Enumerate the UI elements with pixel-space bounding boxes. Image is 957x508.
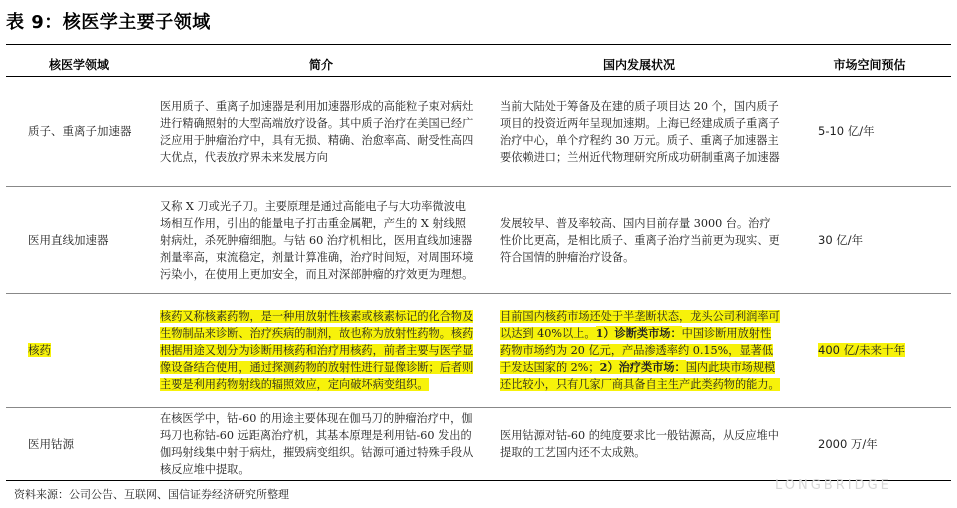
status-text-a: 目前国内核药市场还处于半垄断状态，龙头公司利润率可以达到 40%以上。 <box>500 310 780 340</box>
watermark-text: LONGBRIDGE <box>775 478 892 493</box>
intro-cell: 在核医学中，钴-60 的用途主要体现在伽马刀的肿瘤治疗中，伽玛刀也称钴-60 远距离治疗机，其基本原理是利用钴-60 发出的伽玛射线集中射于病灶，摧毁病变组织。钴源可通过特殊手段从核反应堆中提取。 <box>152 408 490 481</box>
status-text-e: 国内此块市场规模还比较小，只有几家厂商具备自主生产此类药物的能力。 <box>500 361 780 391</box>
header-market: 市场空间预估 <box>788 52 951 77</box>
table-header-row <box>6 52 951 77</box>
intro-cell <box>152 294 490 408</box>
header-intro: 简介 <box>152 52 490 77</box>
status-diagnostic-label: 1）诊断类市场： <box>595 326 682 340</box>
header-status: 国内发展状况 <box>490 52 788 77</box>
subfields-table <box>6 52 951 481</box>
table-row <box>6 187 951 294</box>
source-note: 资料来源：公司公告、互联网、国信证券经济研究所整理 <box>14 488 289 501</box>
table-row <box>6 408 951 481</box>
market-cell: 30 亿/年 <box>788 187 951 294</box>
status-cell: 发展较早、普及率较高、国内目前存量 3000 台。治疗性价比更高，是相比质子、重离子治疗当前更为现实、更符合国情的肿瘤治疗设备。 <box>490 187 788 294</box>
page-title: 表 9：核医学主要子领域 <box>6 12 211 33</box>
market-cell: 2000 万/年 <box>788 408 951 481</box>
table-row <box>6 294 951 408</box>
field-cell: 医用钴源 <box>6 408 152 481</box>
intro-cell: 医用质子、重离子加速器是利用加速器形成的高能粒子束对病灶进行精确照射的大型高端放疗设备。其中质子治疗在美国已经广泛应用于肿瘤治疗中，具有无损、精确、治愈率高、耐受性高四大优点，代表放疗界未来发展方向 <box>152 77 490 187</box>
field-cell <box>6 294 152 408</box>
intro-highlight: 核药又称核素药物，是一种用放射性核素或核素标记的化合物及生物制品来诊断、治疗疾病的制剂，故也称为放射性药物。核药根据用途又划分为诊断用核药和治疗用核药，前者主要与医学显像设备结合使用，通过探测药物的放射性进行显像诊断；后者则主要是利用药物射线的辐照效应，定向破坏病变组织。 <box>160 310 474 391</box>
header-field: 核医学领域 <box>6 52 152 77</box>
field-cell: 质子、重离子加速器 <box>6 77 152 187</box>
status-therapy-label: 2）治疗类市场： <box>599 360 686 374</box>
status-cell <box>490 294 788 408</box>
status-cell: 当前大陆处于筹备及在建的质子项目达 20 个，国内质子项目的投资近两年呈现加速期。上海已经建成质子重离子治疗中心，单个疗程约 30 万元。质子、重离子加速器主要依赖进口；兰州近代物理研究所成功研制重离子加速器 <box>490 77 788 187</box>
status-text-c: 中国诊断用放射性药物市场约为 20 亿元，产品渗透率约 0.15%，显著低于发达国家的 2%； <box>500 327 774 374</box>
market-highlight: 400 亿/未来十年 <box>818 343 905 357</box>
market-cell <box>788 294 951 408</box>
field-highlight: 核药 <box>28 343 51 357</box>
table-row <box>6 77 951 187</box>
status-cell: 医用钴源对钴-60 的纯度要求比一般钴源高，从反应堆中提取的工艺国内还不太成熟。 <box>490 408 788 481</box>
top-rule <box>6 44 951 45</box>
market-cell: 5-10 亿/年 <box>788 77 951 187</box>
field-cell: 医用直线加速器 <box>6 187 152 294</box>
intro-cell: 又称 X 刀或光子刀。主要原理是通过高能电子与大功率微波电场相互作用，引出的能量电子打击重金属靶，产生的 X 射线照射病灶，杀死肿瘤细胞。与钴 60 治疗机相比，医用直线加速器剂量率高，束流稳定，剂量计算准确，治疗时间短，对周围环境污染小，在使用上更加安全，而且对深部肿瘤的疗效更为理想。 <box>152 187 490 294</box>
